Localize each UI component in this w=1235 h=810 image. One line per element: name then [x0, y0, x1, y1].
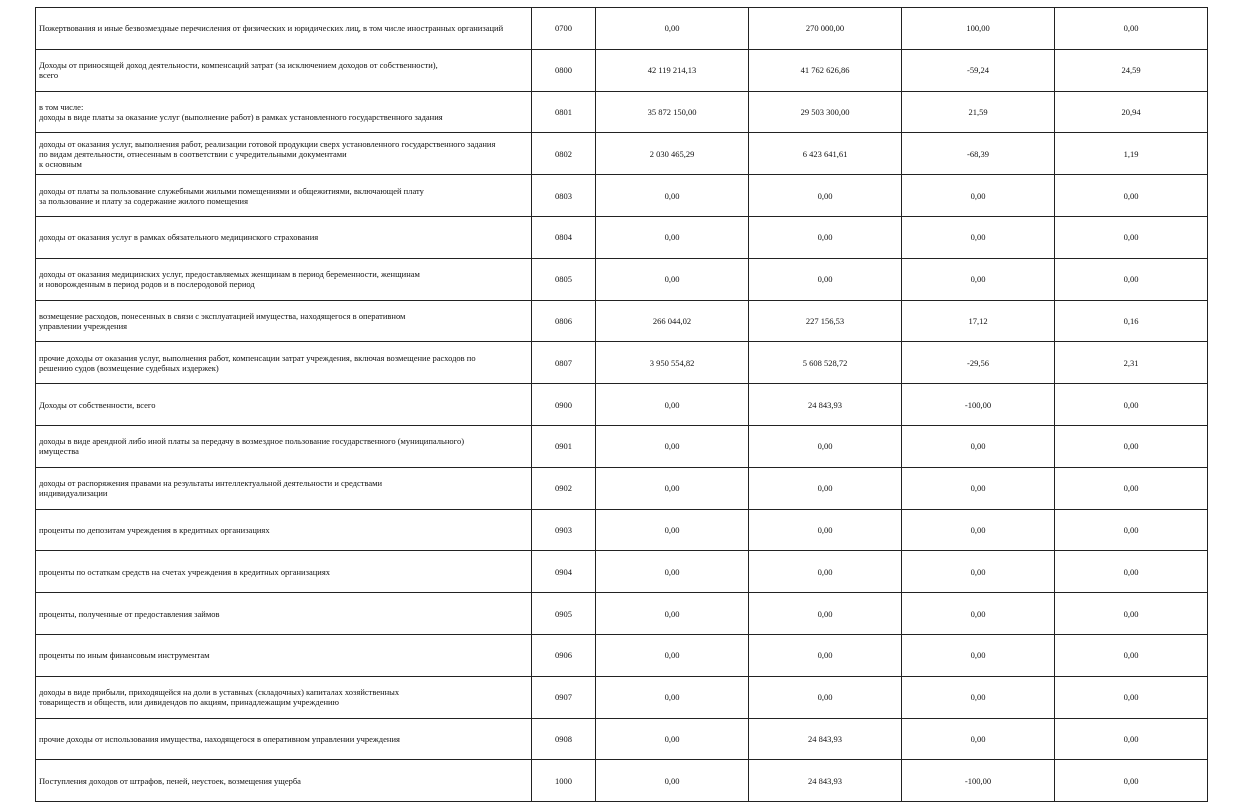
row-value-4-cell: 0,00: [1055, 384, 1208, 426]
row-value-4-cell: 0,00: [1055, 258, 1208, 300]
row-name-cell: проценты по иным финансовым инструментам: [36, 634, 532, 676]
row-value-1-cell: 0,00: [596, 384, 749, 426]
row-name-cell: проценты по остаткам средств на счетах учреждения в кредитных организациях: [36, 551, 532, 593]
row-value-1-cell: 0,00: [596, 175, 749, 217]
row-value-4-cell: 0,00: [1055, 216, 1208, 258]
row-code-cell: 0903: [532, 509, 596, 551]
row-value-2-cell: 41 762 626,86: [749, 49, 902, 91]
row-value-4-cell: 0,00: [1055, 760, 1208, 802]
table-row: [36, 49, 1208, 91]
row-name-cell: доходы от платы за пользование служебными жилыми помещениями и общежитиями, включающей плату за пользование и плату за содержание жилого помещения: [36, 175, 532, 217]
row-value-4-cell: 0,00: [1055, 593, 1208, 635]
row-value-3-cell: 17,12: [902, 300, 1055, 342]
row-value-1-cell: 2 030 465,29: [596, 133, 749, 175]
table-row: [36, 676, 1208, 718]
row-code-cell: 0908: [532, 718, 596, 760]
row-name-cell: доходы от оказания услуг в рамках обязательного медицинского страхования: [36, 216, 532, 258]
row-name-cell: проценты, полученные от предоставления займов: [36, 593, 532, 635]
row-code-cell: 0805: [532, 258, 596, 300]
row-value-3-cell: 21,59: [902, 91, 1055, 133]
row-value-2-cell: 0,00: [749, 216, 902, 258]
row-value-1-cell: 0,00: [596, 718, 749, 760]
row-value-2-cell: 0,00: [749, 634, 902, 676]
table-row: [36, 384, 1208, 426]
table-row: [36, 133, 1208, 175]
table-row: [36, 300, 1208, 342]
row-code-cell: 0905: [532, 593, 596, 635]
row-value-2-cell: 24 843,93: [749, 760, 902, 802]
row-value-2-cell: 0,00: [749, 467, 902, 509]
row-value-4-cell: 20,94: [1055, 91, 1208, 133]
row-value-3-cell: -59,24: [902, 49, 1055, 91]
row-value-3-cell: 100,00: [902, 8, 1055, 50]
row-code-cell: 0900: [532, 384, 596, 426]
row-value-3-cell: 0,00: [902, 175, 1055, 217]
row-code-cell: 0906: [532, 634, 596, 676]
income-report-table: [35, 7, 1208, 802]
table-row: [36, 634, 1208, 676]
row-value-4-cell: 0,00: [1055, 718, 1208, 760]
row-value-1-cell: 0,00: [596, 216, 749, 258]
row-value-1-cell: 35 872 150,00: [596, 91, 749, 133]
row-value-3-cell: 0,00: [902, 425, 1055, 467]
row-code-cell: 0700: [532, 8, 596, 50]
row-value-2-cell: 24 843,93: [749, 384, 902, 426]
row-value-2-cell: 6 423 641,61: [749, 133, 902, 175]
row-value-2-cell: 0,00: [749, 175, 902, 217]
row-value-2-cell: 0,00: [749, 551, 902, 593]
row-value-3-cell: 0,00: [902, 593, 1055, 635]
row-value-1-cell: 0,00: [596, 8, 749, 50]
row-code-cell: 0901: [532, 425, 596, 467]
row-value-1-cell: 266 044,02: [596, 300, 749, 342]
row-value-3-cell: 0,00: [902, 634, 1055, 676]
table-row: [36, 509, 1208, 551]
row-name-cell: прочие доходы от использования имущества, находящегося в оперативном управлении учреждения: [36, 718, 532, 760]
row-value-4-cell: 0,00: [1055, 676, 1208, 718]
row-value-2-cell: 227 156,53: [749, 300, 902, 342]
row-value-3-cell: 0,00: [902, 258, 1055, 300]
row-value-1-cell: 42 119 214,13: [596, 49, 749, 91]
table-row: [36, 91, 1208, 133]
row-value-3-cell: 0,00: [902, 551, 1055, 593]
row-name-cell: возмещение расходов, понесенных в связи с эксплуатацией имущества, находящегося в оперативном управлении учреждения: [36, 300, 532, 342]
row-value-1-cell: 0,00: [596, 509, 749, 551]
row-value-4-cell: 0,00: [1055, 634, 1208, 676]
row-value-4-cell: 0,00: [1055, 467, 1208, 509]
row-code-cell: 1000: [532, 760, 596, 802]
row-value-2-cell: 0,00: [749, 258, 902, 300]
row-value-3-cell: -100,00: [902, 760, 1055, 802]
row-name-cell: проценты по депозитам учреждения в кредитных организациях: [36, 509, 532, 551]
row-value-1-cell: 0,00: [596, 634, 749, 676]
row-code-cell: 0804: [532, 216, 596, 258]
row-value-3-cell: 0,00: [902, 509, 1055, 551]
row-name-cell: доходы от оказания услуг, выполнения работ, реализации готовой продукции сверх установленного государственного задания по видам деятельности, отнесенным в соответствии с учредительными документами к основным: [36, 133, 532, 175]
row-value-3-cell: -29,56: [902, 342, 1055, 384]
row-value-1-cell: 0,00: [596, 467, 749, 509]
row-name-cell: доходы от распоряжения правами на результаты интеллектуальной деятельности и средствами индивидуализации: [36, 467, 532, 509]
row-value-3-cell: -100,00: [902, 384, 1055, 426]
table-row: [36, 593, 1208, 635]
table-row: [36, 467, 1208, 509]
row-value-3-cell: 0,00: [902, 676, 1055, 718]
row-name-cell: Доходы от приносящей доход деятельности, компенсаций затрат (за исключением доходов от собственности), всего: [36, 49, 532, 91]
row-value-4-cell: 0,00: [1055, 175, 1208, 217]
table-row: [36, 760, 1208, 802]
table-row: [36, 342, 1208, 384]
row-value-4-cell: 0,00: [1055, 509, 1208, 551]
row-value-2-cell: 0,00: [749, 509, 902, 551]
row-code-cell: 0904: [532, 551, 596, 593]
table-row: [36, 175, 1208, 217]
row-name-cell: Доходы от собственности, всего: [36, 384, 532, 426]
row-value-4-cell: 1,19: [1055, 133, 1208, 175]
row-name-cell: Поступления доходов от штрафов, пеней, неустоек, возмещения ущерба: [36, 760, 532, 802]
row-value-4-cell: 0,16: [1055, 300, 1208, 342]
table-row: [36, 216, 1208, 258]
row-code-cell: 0800: [532, 49, 596, 91]
row-code-cell: 0801: [532, 91, 596, 133]
row-value-4-cell: 24,59: [1055, 49, 1208, 91]
row-name-cell: прочие доходы от оказания услуг, выполнения работ, компенсации затрат учреждения, включая возмещение расходов по решению судов (возмещение судебных издержек): [36, 342, 532, 384]
row-code-cell: 0806: [532, 300, 596, 342]
report-table-body: [36, 8, 1208, 802]
row-name-cell: Пожертвования и иные безвозмездные перечисления от физических и юридических лиц, в том числе иностранных организаций: [36, 8, 532, 50]
row-code-cell: 0803: [532, 175, 596, 217]
row-value-4-cell: 2,31: [1055, 342, 1208, 384]
row-value-1-cell: 0,00: [596, 258, 749, 300]
table-row: [36, 8, 1208, 50]
row-value-1-cell: 0,00: [596, 551, 749, 593]
row-code-cell: 0802: [532, 133, 596, 175]
table-row: [36, 551, 1208, 593]
row-value-2-cell: 270 000,00: [749, 8, 902, 50]
row-value-4-cell: 0,00: [1055, 425, 1208, 467]
row-value-2-cell: 0,00: [749, 425, 902, 467]
row-name-cell: доходы от оказания медицинских услуг, предоставляемых женщинам в период беременности, женщинам и новорожденным в период родов и в послеродовой период: [36, 258, 532, 300]
row-code-cell: 0907: [532, 676, 596, 718]
row-value-2-cell: 24 843,93: [749, 718, 902, 760]
row-code-cell: 0902: [532, 467, 596, 509]
row-name-cell: в том числе: доходы в виде платы за оказание услуг (выполнение работ) в рамках установленного государственного задания: [36, 91, 532, 133]
table-row: [36, 718, 1208, 760]
row-name-cell: доходы в виде арендной либо иной платы за передачу в возмездное пользование государственного (муниципального) имущества: [36, 425, 532, 467]
row-value-1-cell: 0,00: [596, 425, 749, 467]
row-value-4-cell: 0,00: [1055, 8, 1208, 50]
row-value-1-cell: 0,00: [596, 760, 749, 802]
row-value-2-cell: 5 608 528,72: [749, 342, 902, 384]
row-value-3-cell: 0,00: [902, 718, 1055, 760]
row-value-2-cell: 0,00: [749, 676, 902, 718]
row-value-4-cell: 0,00: [1055, 551, 1208, 593]
row-code-cell: 0807: [532, 342, 596, 384]
table-row: [36, 425, 1208, 467]
row-value-2-cell: 29 503 300,00: [749, 91, 902, 133]
row-value-2-cell: 0,00: [749, 593, 902, 635]
row-value-1-cell: 0,00: [596, 676, 749, 718]
row-value-1-cell: 3 950 554,82: [596, 342, 749, 384]
table-row: [36, 258, 1208, 300]
row-value-3-cell: 0,00: [902, 467, 1055, 509]
row-value-1-cell: 0,00: [596, 593, 749, 635]
row-value-3-cell: 0,00: [902, 216, 1055, 258]
row-name-cell: доходы в виде прибыли, приходящейся на доли в уставных (складочных) капиталах хозяйственных товариществ и обществ, или дивидендов по акциям, принадлежащим учреждению: [36, 676, 532, 718]
row-value-3-cell: -68,39: [902, 133, 1055, 175]
